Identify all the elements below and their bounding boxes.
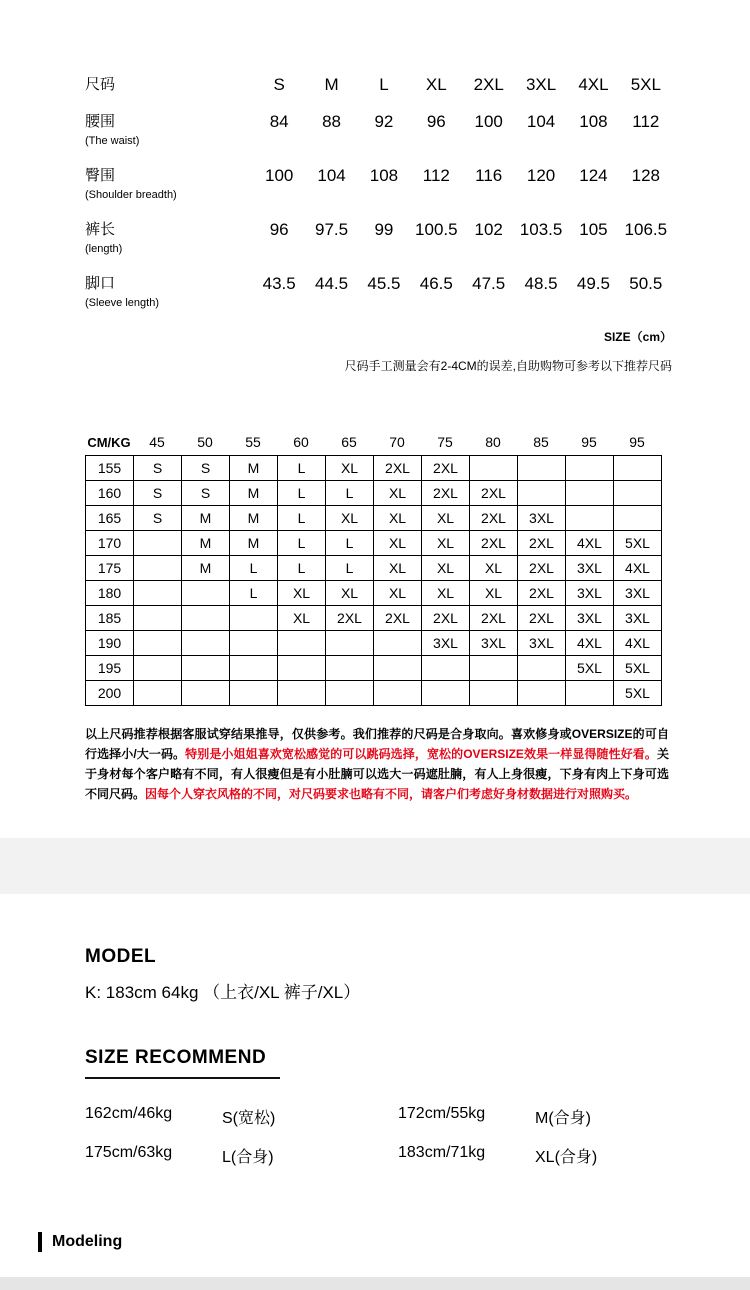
- size-value: S: [273, 75, 285, 94]
- size-cell: XL: [374, 581, 422, 606]
- size-cell: 2XL: [374, 456, 422, 481]
- size-cell: 5XL: [614, 531, 662, 556]
- size-cell: 2XL: [470, 481, 518, 506]
- weight-header: 65: [341, 434, 357, 450]
- size-cell: M: [182, 531, 230, 556]
- row-label-cn: 尺码: [85, 76, 116, 93]
- size-cell: [326, 631, 374, 656]
- row-label-cn: 臀围: [85, 167, 116, 184]
- size-value: 46.5: [419, 274, 453, 293]
- size-value: 112: [422, 166, 450, 185]
- row-label: [85, 166, 253, 202]
- size-cell: 2XL: [470, 606, 518, 631]
- size-cell: XL: [374, 556, 422, 581]
- size-cell: [134, 556, 182, 581]
- size-cell: [326, 681, 374, 706]
- size-cell: 3XL: [566, 556, 614, 581]
- size-table-row: [85, 75, 672, 94]
- recommend-row: [86, 531, 662, 556]
- row-label-en: (length): [85, 243, 123, 255]
- recommend-row: [86, 581, 662, 606]
- section-divider: [0, 838, 750, 894]
- recommend-row: [86, 681, 662, 706]
- size-cell: [518, 456, 566, 481]
- row-label-cn: 腰围: [85, 113, 116, 130]
- size-cell: 2XL: [374, 606, 422, 631]
- row-values: [253, 220, 672, 239]
- height-cell: 170: [86, 531, 134, 556]
- size-value: 100: [474, 112, 503, 131]
- size-value: 96: [269, 220, 289, 239]
- height-cell: 185: [86, 606, 134, 631]
- size-value: 4XL: [578, 75, 609, 94]
- size-value: 5XL: [630, 75, 661, 94]
- size-cell: 2XL: [326, 606, 374, 631]
- size-value: 103.5: [519, 220, 563, 239]
- size-cell: S: [134, 481, 182, 506]
- size-cell: XL: [422, 531, 470, 556]
- size-cell: [230, 606, 278, 631]
- size-unit-note: SIZE（cm）: [603, 330, 672, 344]
- size-cell: L: [278, 556, 326, 581]
- height-cell: 165: [86, 506, 134, 531]
- size-cell: 3XL: [566, 581, 614, 606]
- size-recommend-entries: [85, 1105, 690, 1167]
- size-cell: [470, 681, 518, 706]
- size-cell: S: [134, 506, 182, 531]
- size-value: 116: [475, 166, 503, 185]
- model-title: MODEL: [85, 946, 157, 967]
- height-cell: 155: [86, 456, 134, 481]
- size-cell: L: [278, 481, 326, 506]
- recommend-row: [86, 506, 662, 531]
- size-cell: [470, 456, 518, 481]
- size-cell: [326, 656, 374, 681]
- size-cell: 3XL: [614, 581, 662, 606]
- size-cell: XL: [374, 506, 422, 531]
- size-cell: 5XL: [614, 656, 662, 681]
- size-cell: [134, 631, 182, 656]
- size-cell: [614, 481, 662, 506]
- size-cell: L: [278, 506, 326, 531]
- recommend-row: [86, 631, 662, 656]
- size-value: 99: [374, 220, 394, 239]
- size-value: 124: [579, 166, 608, 185]
- size-value: 120: [526, 166, 556, 185]
- size-cell: [134, 606, 182, 631]
- size-value: 96: [426, 112, 446, 131]
- size-cell: 3XL: [470, 631, 518, 656]
- recommend-table-grid: [85, 455, 662, 706]
- footer-label: Modeling: [52, 1233, 123, 1250]
- note-segment: 特别是小姐姐喜欢宽松感觉的可以跳码选择，宽松的OVERSIZE效果一样显得随性好看。: [185, 747, 657, 761]
- note-segment: 以上尺码推荐根据客服试穿结果推导，仅供参考。我们推荐的尺码是合身取向。喜欢修身或OVERSIZE的可自行选择小/大一码。: [85, 727, 669, 761]
- size-cell: [566, 506, 614, 531]
- entry-size: L(合身): [222, 1149, 274, 1166]
- recommend-row: [86, 456, 662, 481]
- entry-body: 175cm/63kg: [85, 1144, 173, 1161]
- size-cell: M: [230, 531, 278, 556]
- size-cell: 3XL: [614, 606, 662, 631]
- size-value: 108: [369, 166, 399, 185]
- size-cell: [182, 656, 230, 681]
- size-cell: S: [182, 456, 230, 481]
- size-value: 45.5: [367, 274, 401, 293]
- size-value: 88: [322, 112, 342, 131]
- size-cell: XL: [374, 531, 422, 556]
- weight-header: 50: [197, 434, 213, 450]
- size-cell: [566, 481, 614, 506]
- size-cell: 4XL: [614, 631, 662, 656]
- size-value: 128: [631, 166, 660, 185]
- size-cell: M: [182, 506, 230, 531]
- size-value: 106.5: [624, 220, 668, 239]
- row-label-en: (Sleeve length): [85, 297, 159, 309]
- size-cell: L: [278, 531, 326, 556]
- size-cell: XL: [374, 481, 422, 506]
- size-cell: L: [230, 556, 278, 581]
- height-cell: 190: [86, 631, 134, 656]
- size-table-row: [85, 112, 672, 148]
- size-notes: [85, 724, 669, 804]
- size-cell: 4XL: [614, 556, 662, 581]
- size-cell: M: [182, 556, 230, 581]
- size-cell: 5XL: [614, 681, 662, 706]
- row-label-cn: 裤长: [85, 221, 116, 238]
- size-cell: 4XL: [566, 631, 614, 656]
- size-cell: 2XL: [422, 456, 470, 481]
- size-cell: [278, 631, 326, 656]
- size-value: 2XL: [473, 75, 504, 94]
- size-value: 48.5: [524, 274, 558, 293]
- size-spec-table: [85, 75, 672, 310]
- size-recommend-title: SIZE RECOMMEND: [85, 1047, 280, 1079]
- size-cell: XL: [278, 606, 326, 631]
- size-cell: 2XL: [518, 531, 566, 556]
- size-value: 3XL: [525, 75, 557, 94]
- size-cell: [422, 656, 470, 681]
- size-value: 100: [265, 166, 294, 185]
- size-cell: [182, 606, 230, 631]
- weight-header: 60: [293, 434, 309, 450]
- row-values: [253, 274, 672, 293]
- size-cell: S: [182, 481, 230, 506]
- size-cell: [374, 631, 422, 656]
- model-info: K: 183cm 64kg （上衣/XL 裤子/XL）: [85, 983, 361, 1002]
- size-value: 50.5: [629, 274, 663, 293]
- size-cell: [182, 681, 230, 706]
- size-cell: XL: [470, 581, 518, 606]
- note-segment: 因每个人穿衣风格的不同，对尺码要求也略有不同，请客户们考虑好身材数据进行对照购买。: [145, 787, 638, 801]
- height-cell: 195: [86, 656, 134, 681]
- size-measure-note: 尺码手工测量会有2-4CM的误差,自助购物可参考以下推荐尺码: [344, 359, 672, 373]
- corner-label: CM/KG: [87, 434, 131, 450]
- footer-bar-icon: [38, 1232, 42, 1252]
- size-cell: [182, 581, 230, 606]
- size-cell: XL: [326, 581, 374, 606]
- size-table-row: [85, 220, 672, 256]
- size-cell: [230, 631, 278, 656]
- size-cell: L: [326, 531, 374, 556]
- size-value: L: [379, 75, 389, 94]
- size-cell: 3XL: [422, 631, 470, 656]
- row-label: [85, 220, 253, 256]
- size-cell: L: [278, 456, 326, 481]
- entry-body: 162cm/46kg: [85, 1105, 173, 1122]
- size-value: 49.5: [576, 274, 610, 293]
- entry-size: XL(合身): [535, 1149, 598, 1166]
- size-cell: M: [230, 506, 278, 531]
- size-cell: [374, 681, 422, 706]
- size-cell: [182, 631, 230, 656]
- entry-size: M(合身): [535, 1110, 591, 1127]
- size-cell: [374, 656, 422, 681]
- size-table-row: [85, 166, 672, 202]
- size-cell: [518, 481, 566, 506]
- size-value: 47.5: [472, 274, 506, 293]
- size-cell: XL: [326, 456, 374, 481]
- size-cell: L: [230, 581, 278, 606]
- size-value: 44.5: [315, 274, 349, 293]
- entry-body: 172cm/55kg: [398, 1105, 486, 1122]
- modeling-footer: [38, 1232, 122, 1252]
- size-cell: XL: [278, 581, 326, 606]
- size-cell: M: [230, 481, 278, 506]
- size-cell: [278, 656, 326, 681]
- size-cell: [134, 581, 182, 606]
- weight-header: 45: [149, 434, 165, 450]
- row-values: [253, 166, 672, 185]
- size-cell: XL: [422, 556, 470, 581]
- size-cell: 2XL: [518, 581, 566, 606]
- size-cell: 2XL: [422, 606, 470, 631]
- size-cell: XL: [470, 556, 518, 581]
- size-value: 104: [526, 112, 556, 131]
- size-cell: 3XL: [518, 506, 566, 531]
- size-table-row: [85, 274, 672, 310]
- size-cell: XL: [326, 506, 374, 531]
- row-label: [85, 274, 253, 310]
- recommend-row: [86, 606, 662, 631]
- size-cell: 3XL: [566, 606, 614, 631]
- model-section: [0, 894, 750, 1167]
- row-label: [85, 112, 253, 148]
- row-label-en: (Shoulder breadth): [85, 189, 177, 201]
- size-value: 108: [579, 112, 608, 131]
- size-cell: [470, 656, 518, 681]
- size-cell: [566, 681, 614, 706]
- size-cell: XL: [422, 581, 470, 606]
- recommend-table-body: [86, 456, 662, 706]
- size-value: 105: [579, 220, 608, 239]
- note-segment: 关于身材每个客户略有不同，有人很瘦但是有小肚腩可以选大一码遮肚腩，有人上身很瘦，下身有肉上下身可选不同尺码。: [85, 747, 669, 801]
- row-label: [85, 75, 253, 94]
- size-cell: [134, 656, 182, 681]
- recommend-row: [86, 481, 662, 506]
- size-cell: [518, 681, 566, 706]
- recommend-table: [85, 429, 672, 706]
- size-value: 102: [474, 220, 503, 239]
- weight-header: 85: [533, 434, 549, 450]
- size-cell: M: [230, 456, 278, 481]
- height-cell: 180: [86, 581, 134, 606]
- weight-header: 80: [485, 434, 501, 450]
- size-cell: XL: [422, 506, 470, 531]
- weight-header: 95: [629, 434, 645, 450]
- size-cell: 5XL: [566, 656, 614, 681]
- recommend-row: [86, 656, 662, 681]
- size-value: XL: [425, 75, 447, 94]
- size-value: 112: [632, 112, 660, 131]
- size-value: 100.5: [415, 220, 458, 239]
- height-cell: 175: [86, 556, 134, 581]
- size-cell: [278, 681, 326, 706]
- size-value: 43.5: [262, 274, 296, 293]
- recommend-table-header: [85, 429, 672, 455]
- entry-size: S(宽松): [222, 1110, 276, 1127]
- bottom-strip: [0, 1277, 750, 1290]
- row-values: [253, 75, 672, 94]
- size-cell: [614, 506, 662, 531]
- size-cell: 2XL: [470, 531, 518, 556]
- entry-body: 183cm/71kg: [398, 1144, 486, 1161]
- size-cell: 2XL: [470, 506, 518, 531]
- size-value: 97.5: [315, 220, 349, 239]
- weight-header: 70: [389, 434, 405, 450]
- size-cell: [230, 681, 278, 706]
- size-cell: 3XL: [518, 631, 566, 656]
- size-cell: [566, 456, 614, 481]
- size-cell: [422, 681, 470, 706]
- size-value: 84: [269, 112, 289, 131]
- size-value: 92: [374, 112, 394, 131]
- size-cell: [134, 531, 182, 556]
- size-cell: [518, 656, 566, 681]
- size-cell: 4XL: [566, 531, 614, 556]
- height-cell: 200: [86, 681, 134, 706]
- row-label-en: (The waist): [85, 135, 140, 147]
- weight-header: 55: [245, 434, 261, 450]
- row-values: [253, 112, 672, 131]
- size-cell: 2XL: [518, 606, 566, 631]
- weight-header: 95: [581, 434, 597, 450]
- size-cell: S: [134, 456, 182, 481]
- size-cell: [134, 681, 182, 706]
- size-cell: 2XL: [518, 556, 566, 581]
- size-value: 104: [317, 166, 346, 185]
- size-cell: L: [326, 481, 374, 506]
- size-cell: L: [326, 556, 374, 581]
- height-cell: 160: [86, 481, 134, 506]
- row-label-cn: 脚口: [85, 275, 116, 292]
- size-cell: [230, 656, 278, 681]
- size-cell: 2XL: [422, 481, 470, 506]
- size-cell: [614, 456, 662, 481]
- weight-header: 75: [437, 434, 453, 450]
- size-value: M: [324, 75, 339, 94]
- recommend-row: [86, 556, 662, 581]
